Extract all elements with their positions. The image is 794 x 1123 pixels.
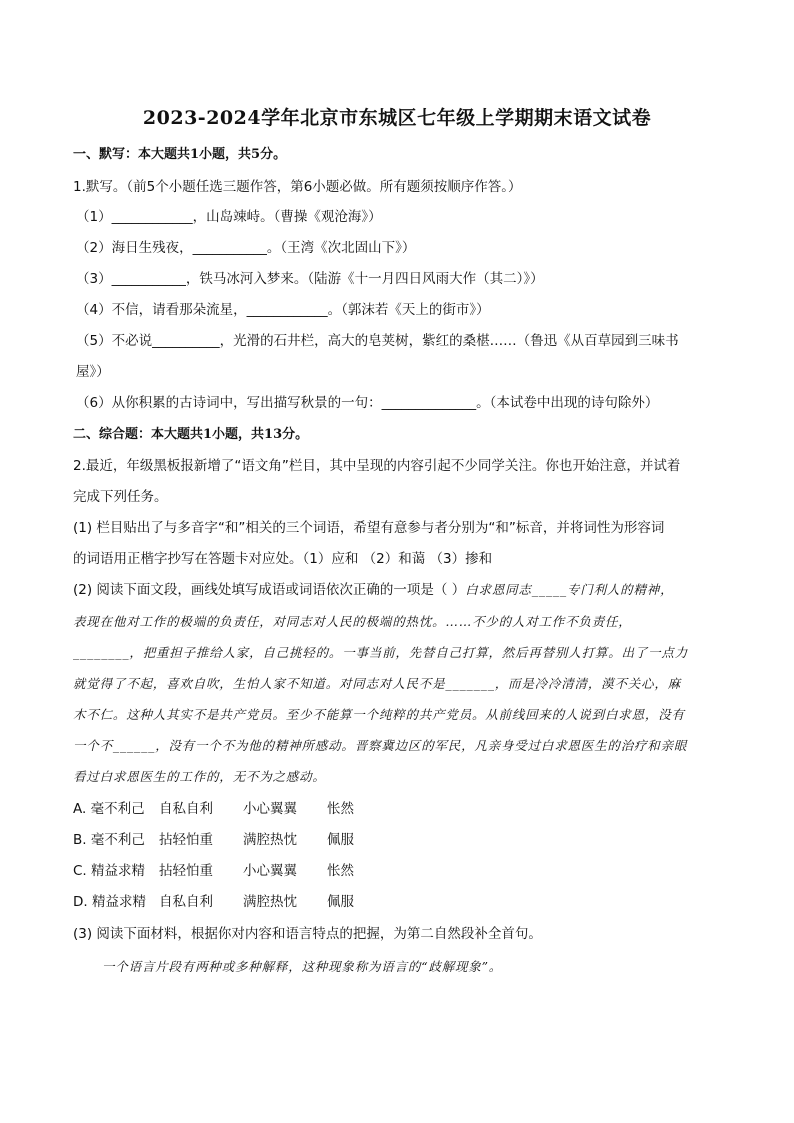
section-desc: 本大题共1小题，共5分。 <box>138 147 287 162</box>
q2-part2-line <box>73 580 723 600</box>
passage-line-2: ________，把重担子推给人家，自己挑轻的。一事当前，先替自己打算，然后再替别人打算。出了一点力 <box>73 645 689 660</box>
option-text: 小心翼翼 <box>243 801 297 817</box>
section-name: 二、综合题： <box>73 427 152 442</box>
passage-line-6: 看过白求恩医生的工作的，无不为之感动。 <box>73 769 326 784</box>
q1-item-1: （1）____________，山岛竦峙。（曹操《观沧海》） <box>76 209 382 225</box>
option-a <box>73 799 723 819</box>
q2-intro-line-1: 2.最近，年级黑板报新增了“语文角”栏目，其中呈现的内容引起不少同学关注。你也开始注意，并试着 <box>73 458 681 474</box>
q1-item-5: （5）不必说__________，光滑的石井栏，高大的皂荚树，紫红的桑椹……（鲁迅《从百草园到三味书 <box>76 333 679 349</box>
q2-part1-line-1: (1) 栏目贴出了与多音字“和”相关的三个词语，希望有意参与者分别为“和”标音，并将词性为形容词 <box>73 520 665 536</box>
q2-intro-line-2: 完成下列任务。 <box>73 489 168 505</box>
option-text: 拈轻怕重 <box>159 863 213 879</box>
passage-line-1: 表现在他对工作的极端的负责任，对同志对人民的极端的热忱。……不少的人对工作不负责任， <box>73 614 632 629</box>
option-text: 佩服 <box>327 894 354 910</box>
option-text: C. 精益求精 <box>73 863 146 879</box>
option-d <box>73 892 723 912</box>
option-text: 怅然 <box>327 863 354 879</box>
option-text: A. 毫不利己 <box>73 801 145 817</box>
q2-part3-passage: 一个语言片段有两种或多种解释，这种现象称为语言的“歧解现象”。 <box>102 959 503 974</box>
q1-item-6: （6）从你积累的古诗词中，写出描写秋景的一句：______________。（本试卷中出现的诗句除外） <box>76 395 659 411</box>
section-header-1 <box>73 145 723 165</box>
option-text: 小心翼翼 <box>243 863 297 879</box>
option-text: 满腔热忱 <box>243 832 297 848</box>
passage-line-4: 木不仁。这种人其实不是共产党员。至少不能算一个纯粹的共产党员。从前线回来的人说到白求恩，没有 <box>73 707 685 722</box>
section-header-2 <box>73 425 723 445</box>
section-name: 一、默写： <box>73 147 139 162</box>
option-text: 拈轻怕重 <box>159 832 213 848</box>
q1-item-4: （4）不信，请看那朵流星，____________。（郭沫若《天上的街市》） <box>76 302 490 318</box>
option-text: 满腔热忱 <box>243 894 297 910</box>
q1-item-5-cont: 屋》） <box>76 364 110 380</box>
passage-line-3: 就觉得了不起，喜欢自吹，生怕人家不知道。对同志对人民不是_______，而是冷冷清清，漠不关心，麻 <box>73 676 681 691</box>
option-text: 自私自利 <box>159 801 213 817</box>
option-text: 怅然 <box>327 801 354 817</box>
q2-part3-head: (3) 阅读下面材料，根据你对内容和语言特点的把握，为第二自然段补全首句。 <box>73 926 542 942</box>
q1-item-2: （2）海日生残夜，___________。（王湾《次北固山下》） <box>76 240 416 256</box>
q1-item-3: （3）___________，铁马冰河入梦来。（陆游《十一月四日风雨大作（其二）》） <box>76 271 544 287</box>
option-b <box>73 830 723 850</box>
q2-part1-line-2: 的词语用正楷字抄写在答题卡对应处。（1）应和 （2）和蔼 （3）掺和 <box>73 551 493 567</box>
section-desc: 本大题共1小题，共13分。 <box>151 427 309 442</box>
page-title: 2023-2024学年北京市东城区七年级上学期期末语文试卷 <box>142 107 652 129</box>
passage-first-line: 白求恩同志_____专门利人的精神， <box>465 582 674 597</box>
q2-part2-head: (2) 阅读下面文段，画线处填写成语或词语依次正确的一项是（ ） <box>73 582 466 598</box>
option-text: D. 精益求精 <box>73 894 146 910</box>
passage-line-5: 一个不______，没有一个不为他的精神所感动。晋察冀边区的军民，凡亲身受过白求恩医生的治疗和亲眼 <box>73 738 688 753</box>
option-c <box>73 861 723 881</box>
q1-intro: 1.默写。（前5个小题任选三题作答，第6小题必做。所有题须按顺序作答。） <box>73 179 522 195</box>
option-text: B. 毫不利己 <box>73 832 145 848</box>
option-text: 自私自利 <box>159 894 213 910</box>
option-text: 佩服 <box>327 832 354 848</box>
